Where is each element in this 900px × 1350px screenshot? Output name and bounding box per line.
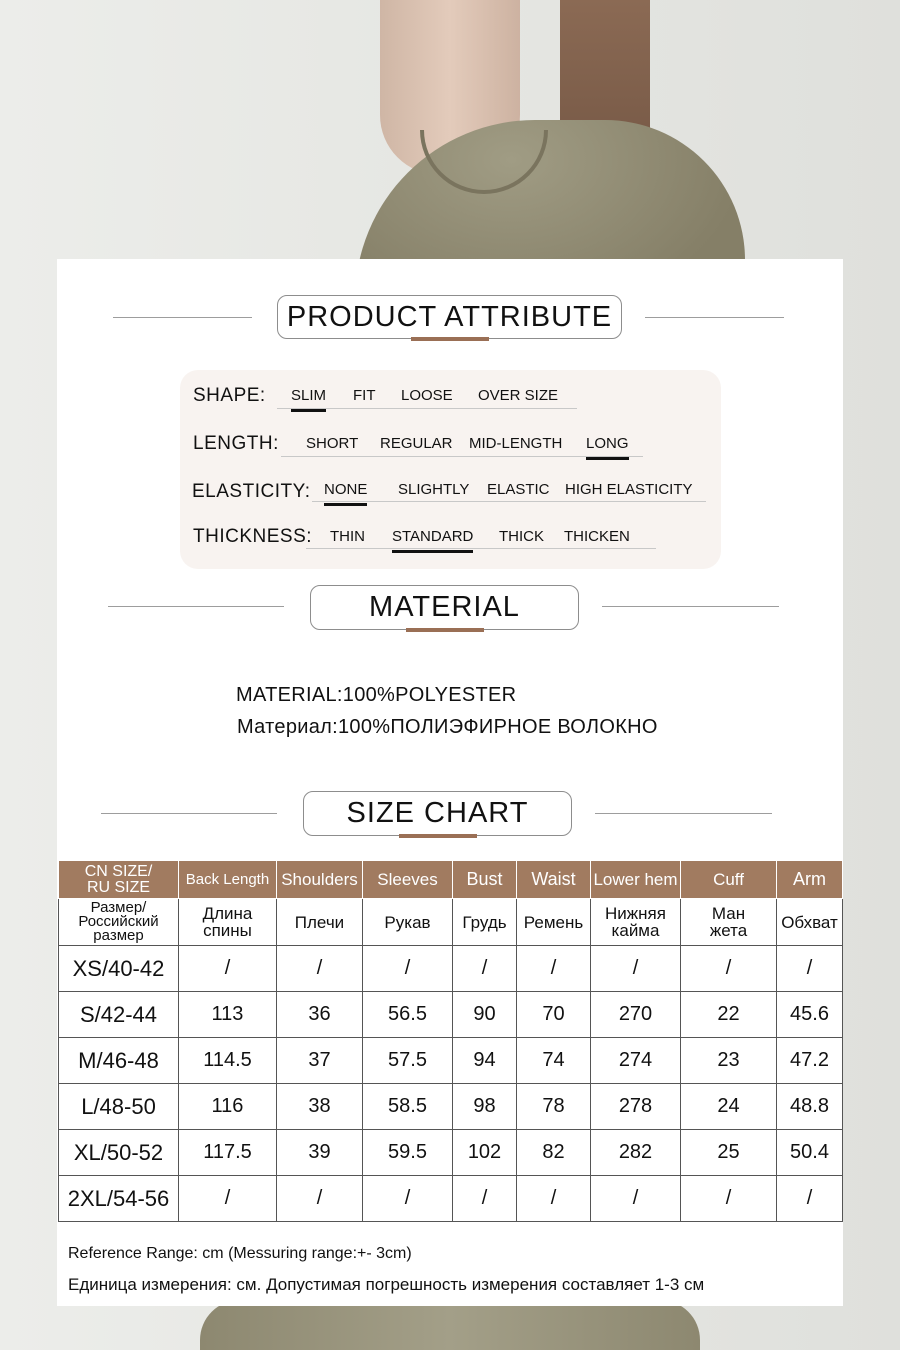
table-row xyxy=(59,1176,843,1222)
attr-row-length xyxy=(180,432,721,472)
divider-line xyxy=(595,813,772,814)
attr-option: MID-LENGTH xyxy=(469,435,563,452)
value-cell: / xyxy=(363,946,453,992)
column-header-ru: Ман жета xyxy=(681,899,777,946)
value-cell: 24 xyxy=(681,1084,777,1130)
value-cell: / xyxy=(453,1176,517,1222)
size-cell: M/46-48 xyxy=(59,1038,179,1084)
attr-option-selected: SLIM xyxy=(291,387,327,404)
value-cell: 50.4 xyxy=(777,1130,843,1176)
table-header-row xyxy=(59,861,843,899)
garment-hem xyxy=(200,1300,700,1350)
value-cell: 278 xyxy=(591,1084,681,1130)
value-cell: 94 xyxy=(453,1038,517,1084)
column-header: Waist xyxy=(517,861,591,899)
column-header: Lower hem xyxy=(591,861,681,899)
column-header-ru: Грудь xyxy=(453,899,517,946)
attr-option-selected: LONG xyxy=(586,435,629,452)
divider-line xyxy=(602,606,779,607)
size-cell: XL/50-52 xyxy=(59,1130,179,1176)
reference-note-en: Reference Range: cm (Messuring range:+- 3cm) xyxy=(68,1245,412,1262)
attr-option-selected: NONE xyxy=(324,481,368,498)
table-row xyxy=(59,1130,843,1176)
attr-baseline xyxy=(306,548,656,549)
divider-line xyxy=(101,813,277,814)
column-header: Cuff xyxy=(681,861,777,899)
table-row xyxy=(59,992,843,1038)
value-cell: 116 xyxy=(179,1084,277,1130)
attr-option: HIGH ELASTICITY xyxy=(565,481,693,498)
divider-line xyxy=(645,317,784,318)
attr-row-shape xyxy=(180,384,721,424)
value-cell: / xyxy=(179,1176,277,1222)
attr-label: ELASTICITY: xyxy=(192,481,311,502)
column-header: Sleeves xyxy=(363,861,453,899)
value-cell: / xyxy=(591,946,681,992)
value-cell: 37 xyxy=(277,1038,363,1084)
table-row xyxy=(59,1038,843,1084)
column-header-ru: Длина спины xyxy=(179,899,277,946)
column-header: Bust xyxy=(453,861,517,899)
column-header-ru: Обхват xyxy=(777,899,843,946)
attr-option: ELASTIC xyxy=(487,481,550,498)
section-title-text: MATERIAL xyxy=(369,591,520,623)
attr-option: REGULAR xyxy=(380,435,453,452)
section-title-text: PRODUCT ATTRIBUTE xyxy=(286,301,613,333)
value-cell: 45.6 xyxy=(777,992,843,1038)
size-cell: S/42-44 xyxy=(59,992,179,1038)
table-row xyxy=(59,1084,843,1130)
attr-baseline xyxy=(312,501,706,502)
product-attribute-title xyxy=(277,295,622,339)
divider-line xyxy=(113,317,252,318)
size-cell: XS/40-42 xyxy=(59,946,179,992)
column-header-ru: Размер/ Российский размер xyxy=(59,899,179,946)
value-cell: / xyxy=(681,946,777,992)
table-header-row-ru xyxy=(59,899,843,946)
attr-option: LOOSE xyxy=(401,387,453,404)
reference-note-ru: Единица измерения: см. Допустимая погрешность измерения составляет 1-3 см xyxy=(68,1275,705,1294)
size-cell: 2XL/54-56 xyxy=(59,1176,179,1222)
attr-row-elasticity xyxy=(180,478,721,518)
attr-label: THICKNESS: xyxy=(193,526,313,547)
value-cell: / xyxy=(363,1176,453,1222)
attr-option: THIN xyxy=(330,528,365,545)
value-cell: / xyxy=(277,946,363,992)
column-header: Arm xyxy=(777,861,843,899)
value-cell: 59.5 xyxy=(363,1130,453,1176)
value-cell: 23 xyxy=(681,1038,777,1084)
size-cell: L/48-50 xyxy=(59,1084,179,1130)
column-header: Back Length xyxy=(179,861,277,899)
title-underbar xyxy=(406,628,484,632)
value-cell: 57.5 xyxy=(363,1038,453,1084)
value-cell: 114.5 xyxy=(179,1038,277,1084)
material-title xyxy=(310,585,579,630)
attr-option: THICKEN xyxy=(564,528,630,545)
value-cell: 82 xyxy=(517,1130,591,1176)
column-header-ru: Ремень xyxy=(517,899,591,946)
value-cell: 38 xyxy=(277,1084,363,1130)
value-cell: / xyxy=(591,1176,681,1222)
attr-option-selected: STANDARD xyxy=(392,528,474,545)
attribute-panel xyxy=(180,370,721,569)
column-header: Shoulders xyxy=(277,861,363,899)
attr-option: THICK xyxy=(499,528,544,545)
section-title-text: SIZE CHART xyxy=(346,797,529,829)
value-cell: / xyxy=(777,1176,843,1222)
attr-baseline xyxy=(281,456,643,457)
value-cell: 98 xyxy=(453,1084,517,1130)
value-cell: 270 xyxy=(591,992,681,1038)
value-cell: / xyxy=(453,946,517,992)
size-chart-title xyxy=(303,791,572,836)
attr-option: OVER SIZE xyxy=(478,387,559,404)
value-cell: 102 xyxy=(453,1130,517,1176)
material-text-ru: Материал:100%ПОЛИЭФИРНОЕ ВОЛОКНО xyxy=(237,716,658,738)
value-cell: / xyxy=(179,946,277,992)
value-cell: 25 xyxy=(681,1130,777,1176)
attr-label: LENGTH: xyxy=(193,433,279,454)
title-underbar xyxy=(399,834,477,838)
value-cell: 90 xyxy=(453,992,517,1038)
value-cell: 274 xyxy=(591,1038,681,1084)
value-cell: / xyxy=(277,1176,363,1222)
value-cell: 58.5 xyxy=(363,1084,453,1130)
value-cell: 22 xyxy=(681,992,777,1038)
value-cell: 56.5 xyxy=(363,992,453,1038)
value-cell: 74 xyxy=(517,1038,591,1084)
attr-row-thickness xyxy=(180,525,721,565)
attr-option: FIT xyxy=(353,387,376,404)
value-cell: 78 xyxy=(517,1084,591,1130)
value-cell: 117.5 xyxy=(179,1130,277,1176)
value-cell: 282 xyxy=(591,1130,681,1176)
table-row xyxy=(59,946,843,992)
value-cell: 36 xyxy=(277,992,363,1038)
attr-baseline xyxy=(277,408,577,409)
value-cell: / xyxy=(517,1176,591,1222)
column-header-ru: Нижняя кайма xyxy=(591,899,681,946)
value-cell: 47.2 xyxy=(777,1038,843,1084)
value-cell: / xyxy=(681,1176,777,1222)
value-cell: 70 xyxy=(517,992,591,1038)
value-cell: / xyxy=(517,946,591,992)
value-cell: 48.8 xyxy=(777,1084,843,1130)
column-header-ru: Рукав xyxy=(363,899,453,946)
attr-label: SHAPE: xyxy=(193,385,266,406)
value-cell: 113 xyxy=(179,992,277,1038)
value-cell: 39 xyxy=(277,1130,363,1176)
attr-option: SHORT xyxy=(306,435,359,452)
column-header: CN SIZE/ RU SIZE xyxy=(59,861,179,899)
size-chart-table xyxy=(58,860,843,1222)
divider-line xyxy=(108,606,284,607)
title-underbar xyxy=(411,337,489,341)
column-header-ru: Плечи xyxy=(277,899,363,946)
material-text-en: MATERIAL:100%POLYESTER xyxy=(236,684,517,706)
value-cell: / xyxy=(777,946,843,992)
attr-option: SLIGHTLY xyxy=(398,481,470,498)
